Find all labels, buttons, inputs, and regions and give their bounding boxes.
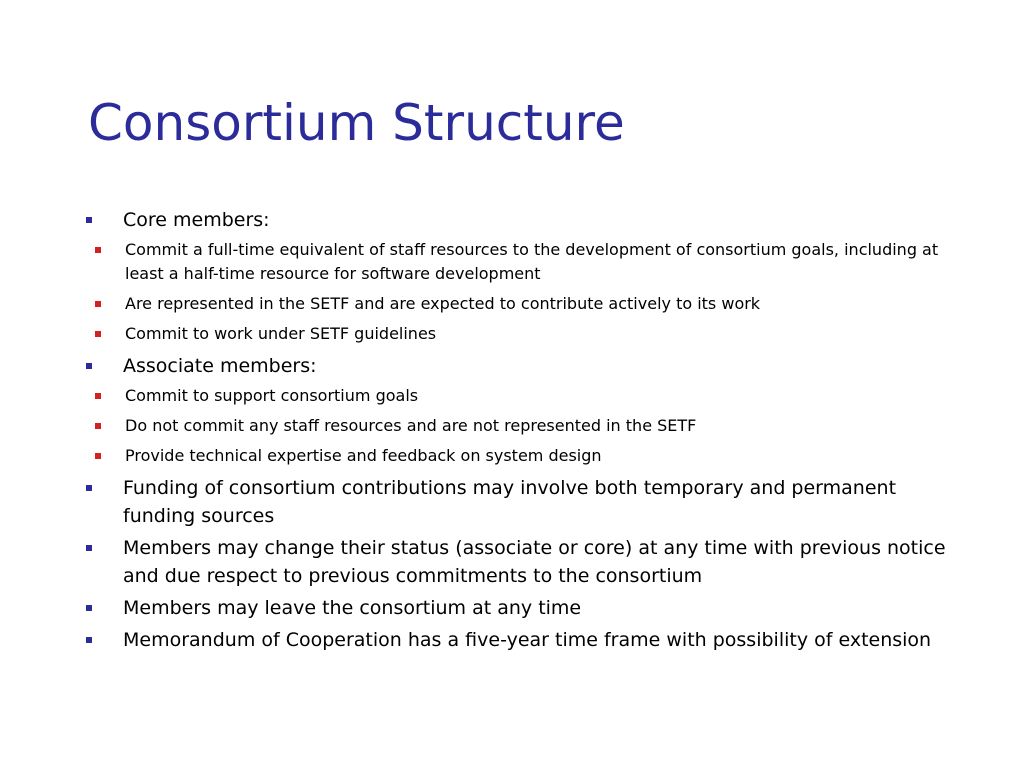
sub-bullet-text: Commit to support consortium goals	[125, 386, 419, 405]
bullet-text: Associate members:	[123, 355, 317, 377]
square-bullet-icon	[86, 637, 92, 643]
square-bullet-icon	[95, 247, 101, 253]
square-bullet-icon	[86, 605, 92, 611]
square-bullet-icon	[95, 453, 101, 459]
square-bullet-icon	[95, 331, 101, 337]
sub-bullet-item	[80, 444, 960, 468]
square-bullet-icon	[86, 545, 92, 551]
square-bullet-icon	[95, 393, 101, 399]
bullet-item-funding	[80, 474, 960, 530]
sub-bullet-item	[80, 414, 960, 438]
sub-bullet-item	[80, 322, 960, 346]
sub-bullet-item	[80, 292, 960, 316]
square-bullet-icon	[86, 485, 92, 491]
bullet-text: Members may leave the consortium at any time	[123, 597, 582, 619]
bullet-item-memorandum	[80, 626, 960, 654]
bullet-text: Funding of consortium contributions may involve both temporary and permanent funding sources	[123, 477, 897, 527]
bullet-item-leave	[80, 594, 960, 622]
sub-bullet-list	[80, 238, 960, 346]
bullet-text: Core members:	[123, 209, 270, 231]
bullet-text: Members may change their status (associate or core) at any time with previous notice and due respect to previous commitments to the consortium	[123, 537, 946, 587]
sub-bullet-item	[80, 238, 960, 286]
sub-bullet-text: Do not commit any staff resources and are not represented in the SETF	[125, 416, 697, 435]
sub-bullet-text: Commit a full-time equivalent of staff resources to the development of consortium goals, including at least a half-time resource for software development	[125, 240, 939, 283]
square-bullet-icon	[86, 363, 92, 369]
sub-bullet-text: Commit to work under SETF guidelines	[125, 324, 437, 343]
sub-bullet-text: Provide technical expertise and feedback on system design	[125, 446, 602, 465]
square-bullet-icon	[95, 423, 101, 429]
bullet-item-associate-members	[80, 352, 960, 380]
square-bullet-icon	[95, 301, 101, 307]
bullet-list	[80, 206, 960, 658]
sub-bullet-list	[80, 384, 960, 468]
slide-title: Consortium Structure	[88, 94, 625, 152]
bullet-item-core-members	[80, 206, 960, 234]
bullet-item-status-change	[80, 534, 960, 590]
square-bullet-icon	[86, 217, 92, 223]
sub-bullet-item	[80, 384, 960, 408]
sub-bullet-text: Are represented in the SETF and are expected to contribute actively to its work	[125, 294, 761, 313]
bullet-text: Memorandum of Cooperation has a five-year time frame with possibility of extension	[123, 629, 932, 651]
